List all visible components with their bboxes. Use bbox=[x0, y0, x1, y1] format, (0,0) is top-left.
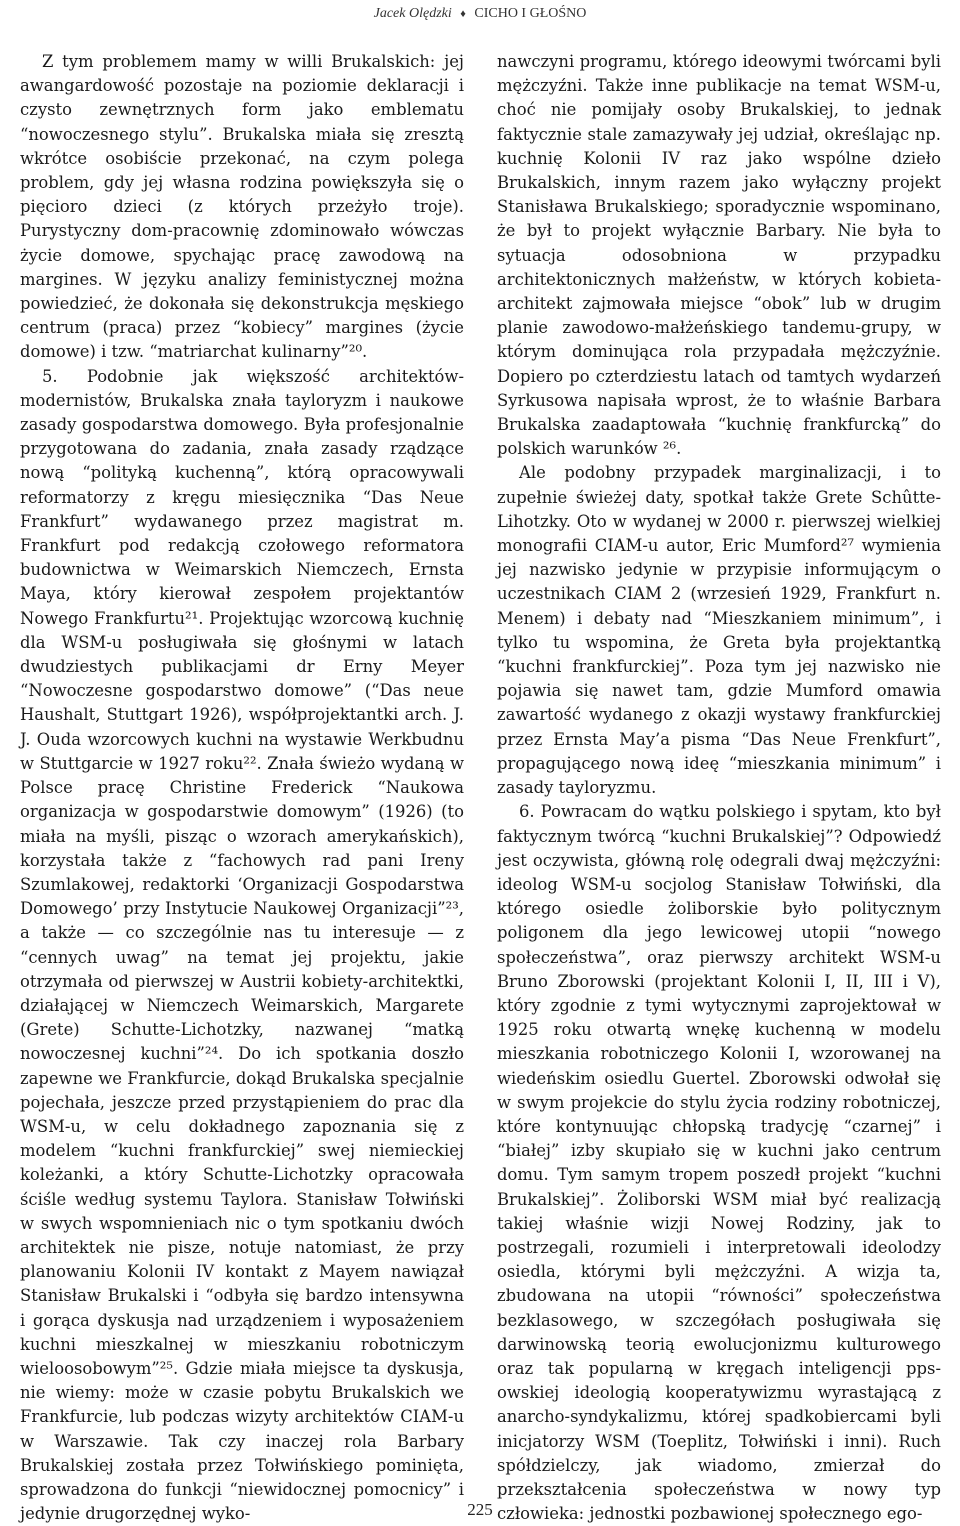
right-text-column bbox=[497, 50, 941, 1526]
paragraph-willi: Z tym problemem mamy w willi Brukalskich: jej awangardowość pozostaje na poziomie deklaracji i czysto zewnętrznych form jako emblematu “nowoczesnego stylu”. Brukalska miała się zresztą wkrótce osobiście przekonać, na czym polega problem, gdy jej własna rodzina powiększyła się o pięcioro dzieci (z których przeżyło troje). Purystyczny dom-pracownię zdominowało wówczas życie domowe, spychając pracę zawodową na margines. W języku analizy feministycznej można powiedzieć, że dokonała się dekonstrukcja męskiego centrum (praca) przez “kobiecy” margines (życie domowe) i tzw. “matriarchat kulinarny”²⁰. bbox=[20, 52, 464, 362]
diamond-separator-icon: ♦ bbox=[460, 8, 466, 20]
paragraph-section-5: 5. Podobnie jak większość architektów-modernistów, Brukalska znała tayloryzm i naukowe zasady gospodarstwa domowego. Była profesjonalnie przygotowana do zadania, znała zasady rządzące nową “polityką kuchenną”, którą opracowywali reformatorzy z kręgu miesięcznika “Das Neue Frankfurt” wydawanego przez magistrat m. Frankfurt pod redakcją czołowego reformatora budownictwa w Weimarskich Niemczech, Ernsta Maya, który kierował zespołem projektantów Nowego Frankfurtu²¹. Projektując wzorcową kuchnię dla WSM-u posługiwała się głośnymi w latach dwudziestych publikacjami dr Erny Meyer “Nowoczesne gospodarstwo domowe” (“Das neue Haushalt, Stuttgart 1926), współprojektantki arch. J. J. Ouda wzorcowych kuchni na wystawie Werkbudnu w Stuttgarcie w 1927 roku²². Znała świeżo wydaną w Polsce pracę Christine Frederick “Naukowa organizacja w gospodarstwie domowym” (1926) (to miała na myśli, pisząc o wzorach amerykańskich), korzystała także z “fachowych rad pani Ireny Szumlakowej, redaktorki ‘Organizacji Gospodarstwa Domowego’ przy Instytucie Naukowej Organizacji”²³, a także — co szczególnie nas tu interesuje — z “cennych uwag” na temat jej projektu, jakie otrzymała od pierwszej w Austrii kobiety-architektki, działającej w Niemczech Weimarskich, Margarete (Grete) Schutte-Lichotzky, nazwanej “matką nowoczesnej kuchni”²⁴. Do ich spotkania doszło zapewne we Frankfurcie, dokąd Brukalska specjalnie pojechała, jeszcze przed przystąpieniem do prac dla WSM-u, w celu dokładnego zapoznania się z modelem “kuchni frankfurckiej” swej niemieckiej koleżanki, a który Schutte-Lichotzky opracowała ściśle według systemu Taylora. Stanisław Tołwiński w swych wspomnieniach nic o tym spotkaniu dwóch architektek nie pisze, notuje natomiast, że przy planowaniu Kolonii IV kontakt z Mayem nawiązał Stanisław Brukalski i “odbyła się bardzo intensywna i gorąca dyskusja nad urządzeniem i wyposażeniem kuchni mieszkalnej w mieszkaniu robotniczym wieloosobowym”²⁵. Gdzie miała miejsce ta dyskusja, nie wiemy: może w czasie pobytu Brukalskich we Frankfurcie, lub podczas wizyty architektów CIAM-u w Warszawie. Tak czy inaczej rola Barbary Brukalskiej została przez Tołwińskiego pominięta, sprowadzona do funkcji “niewidocznej pomocnicy” i jedynie drugorzędnej wyko- bbox=[20, 366, 464, 1524]
paragraph-marginalizacja: Ale podobny przypadek marginalizacji, i to zupełnie świeżej daty, spotkał także Grete Schûtte-Lihotzky. Oto w wydanej w 2000 r. pierwszej wielkiej monografii CIAM-u autor, Eric Mumford²⁷ wymienia jej nazwisko jedynie w przypisie informującym o uczestnikach CIAM 2 (wrzesień 1929, Frankfurt n. Menem) i debaty nad “Mieszkaniem minimum”, i tylko tu wspomina, że Greta była projektantką “kuchni frankfurckiej”. Poza tym jej nazwisko nie pojawia się nawet tam, gdzie Mumford omawia zawartość wydanego z okazji wystawy frankfurckiej przez Ernsta May’a pisma “Das Neue Frenkfurt”, propagującego nową ideę “mieszkania minimum” i zasady tayloryzmu. bbox=[497, 463, 941, 798]
paragraph-continuation: nawczyni programu, którego ideowymi twórcami byli mężczyźni. Także inne publikacje na temat WSM-u, choć nie pomijały osoby Brukalskiej, to jednak faktycznie stale zamazywały jej udział, określając np. kuchnię Kolonii IV raz jako wspólne dzieło Brukalskich, innym razem jako wyłączny projekt Stanisława Brukalskiego; sporadycznie wspominano, że był to projekt wyłącznie Barbary. Nie była to sytuacja odosobniona w przypadku architektonicznych małżeństw, w których kobieta-architekt zajmowała miejsce “obok” lub w drugim planie zawodowo-małżeńskiego tandemu-grupy, w którym dominująca rola przypadała mężczyźnie. Dopiero po czterdziestu latach od tamtych wydarzeń Syrkusowa napisała wprost, że to właśnie Barbara Brukalska zaadaptowała “kuchnię frankfurcką” do polskich warunków ²⁶. bbox=[497, 52, 941, 459]
header-title: CICHO I GŁOŚNO bbox=[474, 6, 587, 21]
left-text-column bbox=[20, 50, 464, 1526]
paragraph-section-6: 6. Powracam do wątku polskiego i spytam, kto był faktycznym twórcą “kuchni Brukalskiej”? Odpowiedź jest oczywista, główną rolę odegrali dwaj mężczyźni: ideolog WSM-u socjolog Stanisław Tołwiński, dla którego osiedle żoliborskie było politycznym poligonem dla jego lewicowej utopii “nowego społeczeństwa”, oraz pierwszy architekt WSM-u Bruno Zborowski (projektant Kolonii I, II, III i V), który zgodnie z tymi wytycznymi zaprojektował w 1925 roku otwartą wnękę kuchenną w modelu mieszkania robotniczego Kolonii I, wzorowanej na wiedeńskim osiedlu Guertel. Zborowski odwołał się w swym projekcie do stylu życia rodziny robotniczej, które kontynuując chłopską tradycję “czarnej” i “białej” izby skupiało się w kuchni jako centrum domu. Tym samym tropem poszedł projekt “kuchni Brukalskiej”. Żoliborski WSM miał być realizacją takiej właśnie wizji Nowej Rodziny, jak to postrzegali, rozumieli i interpretowali ideolodzy osiedla, którymi byli mężczyźni. A wizja ta, zbudowana na utopii “równości” społeczeństwa bezklasowego, w szczegółach posługiwała się darwinowską teorią ewolucjonizmu kulturowego oraz tak popularną w kręgach inteligencji pps-owskiej ideologią kooperatywizmu wyrastającą z anarcho-syndykalizmu, której spadkobiercami byli inicjatorzy WSM (Toeplitz, Tołwiński i inni). Ruch spółdzielczy, jak wiadomo, zmierzał do przekształcenia społeczeństwa w nowy typ człowieka: jednostki pozbawionej społecznego ego- bbox=[497, 802, 941, 1524]
running-header bbox=[0, 6, 960, 22]
page-number: 225 bbox=[467, 1500, 493, 1519]
header-author: Jacek Olędzki bbox=[373, 6, 452, 21]
